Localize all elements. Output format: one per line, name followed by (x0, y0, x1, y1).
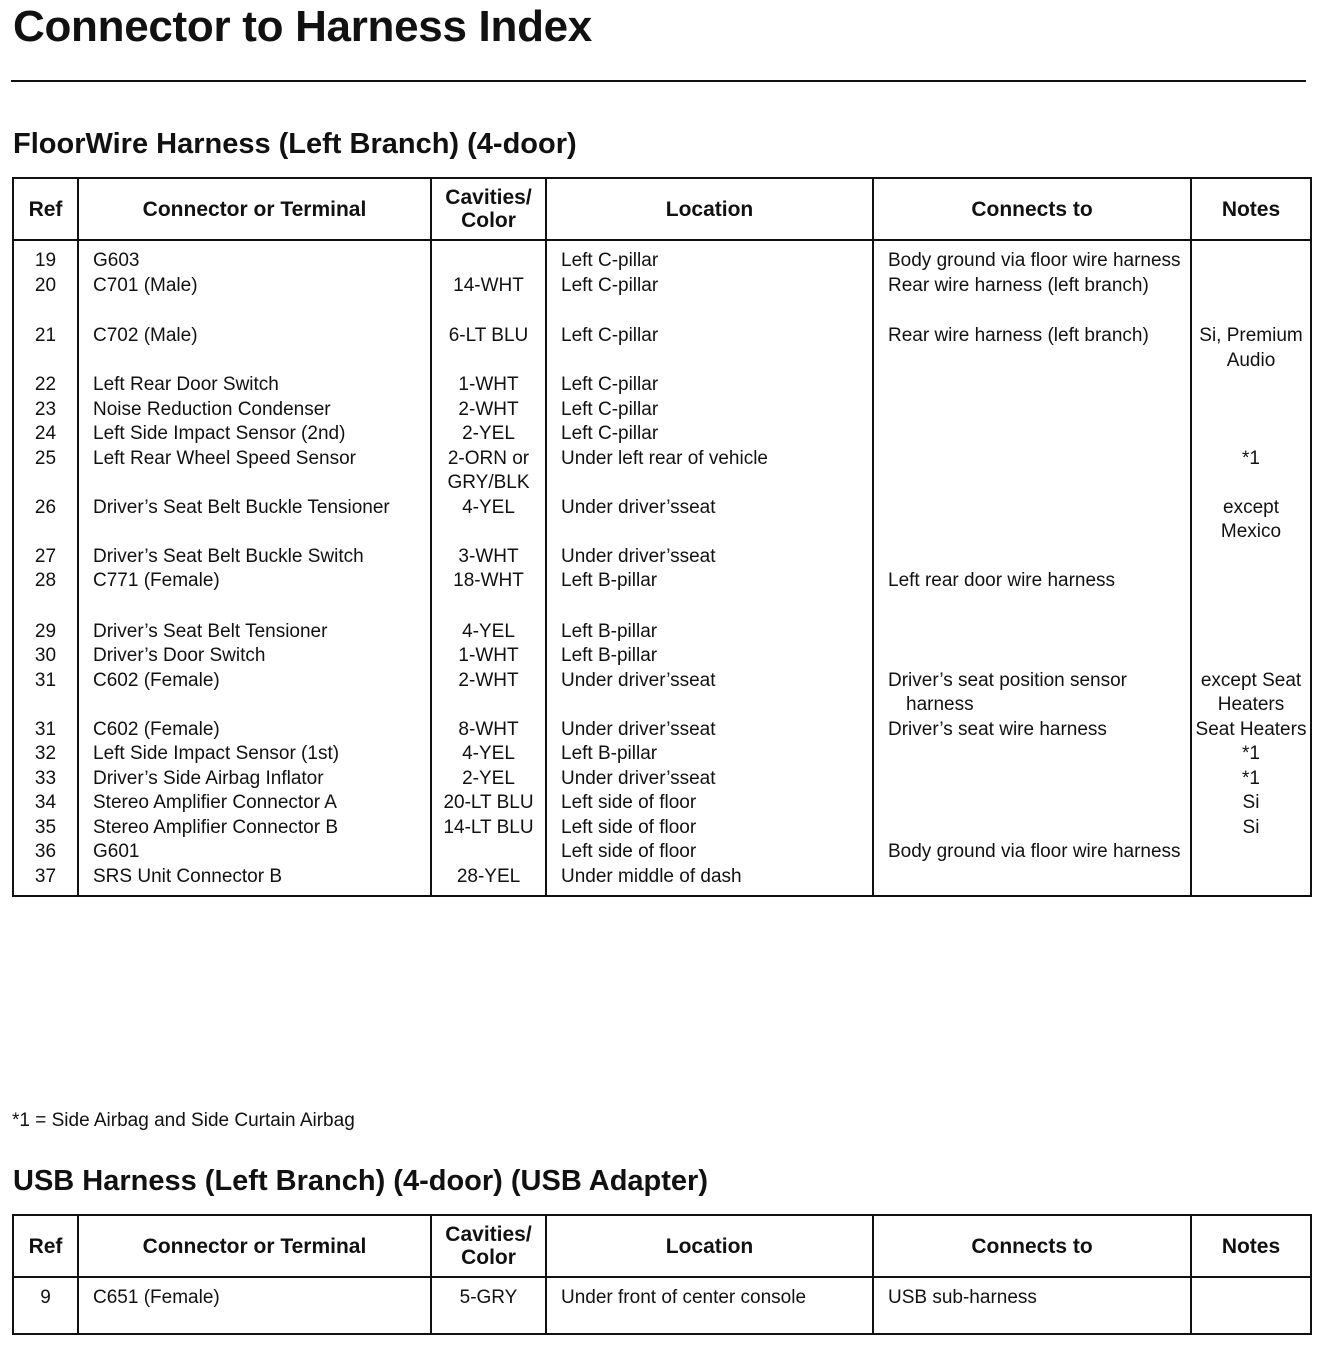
cell-cavities-text: 18-WHT (453, 570, 524, 591)
cell-connector-text: Driver’s Seat Belt Tensioner (93, 620, 328, 642)
cell-ref-text: 9 (40, 1287, 51, 1308)
cell-notes (1191, 422, 1311, 447)
cell-cavities-text: 20-LT BLU (443, 792, 534, 813)
usb-harness-table (12, 1214, 1312, 1335)
cell-connects-to (873, 718, 1191, 743)
header-ref: Ref (13, 178, 78, 240)
cell-ref (13, 718, 78, 743)
cell-connector (78, 1277, 431, 1334)
cell-cavities (431, 791, 546, 816)
cell-notes-text: *1 (1242, 767, 1260, 789)
cell-cavities (431, 569, 546, 620)
cell-connector-text: C701 (Male) (93, 274, 198, 296)
table-row (13, 240, 1311, 274)
cell-location-text: Left C-pillar (561, 250, 659, 271)
cell-location (546, 373, 873, 398)
cell-notes (1191, 816, 1311, 841)
cell-location-text: Under driver’sseat (561, 767, 716, 789)
cell-ref-text: 33 (34, 767, 57, 789)
cell-location-text: Left C-pillar (561, 274, 659, 296)
cell-connects-to (873, 422, 1191, 447)
cell-notes (1191, 1277, 1311, 1334)
cell-ref-text: 22 (34, 374, 57, 395)
cell-cavities (431, 496, 546, 545)
cell-cavities-text: 8-WHT (458, 718, 519, 740)
cell-location (546, 422, 873, 447)
cell-cavities-text: 1-WHT (458, 374, 519, 395)
cell-cavities (431, 274, 546, 325)
cell-cavities-text: 6-LT BLU (448, 325, 529, 346)
cell-connector-text: C702 (Male) (93, 325, 198, 346)
cell-connector-text: Noise Reduction Condenser (93, 398, 331, 420)
footnote: *1 = Side Airbag and Side Curtain Airbag (12, 1110, 355, 1131)
cell-location (546, 240, 873, 274)
header-location: Location (546, 1215, 873, 1277)
cell-location (546, 447, 873, 496)
cell-cavities (431, 240, 546, 274)
cell-connects-to (873, 447, 1191, 496)
cell-location (546, 865, 873, 897)
floor-wire-harness-table (12, 177, 1312, 897)
cell-notes (1191, 398, 1311, 423)
cell-cavities (431, 840, 546, 865)
table-row (13, 620, 1311, 645)
cell-cavities (431, 324, 546, 373)
cell-notes-text: Si (1242, 792, 1260, 813)
cell-location-text: Left side of floor (561, 841, 697, 862)
cell-ref-text: 31 (34, 669, 57, 691)
cell-notes-text: *1 (1242, 447, 1260, 469)
cell-location-text: Left C-pillar (561, 423, 659, 444)
table-row (13, 742, 1311, 767)
table-row (13, 545, 1311, 570)
title-divider (11, 80, 1306, 82)
cell-connector (78, 545, 431, 570)
cell-location (546, 791, 873, 816)
cell-ref-text: 26 (34, 496, 57, 518)
cell-notes (1191, 669, 1311, 718)
cell-ref (13, 816, 78, 841)
cell-cavities (431, 742, 546, 767)
cell-cavities-text: 28-YEL (456, 865, 521, 887)
cell-ref (13, 422, 78, 447)
cell-cavities (431, 620, 546, 645)
header-cavities: Cavities/ Color (431, 1215, 546, 1277)
cell-connector (78, 669, 431, 718)
cell-connects-to (873, 620, 1191, 645)
cell-location (546, 620, 873, 645)
cell-connects-to-text: Left rear door wire harness (888, 570, 1116, 591)
cell-cavities (431, 373, 546, 398)
cell-notes (1191, 840, 1311, 865)
cell-cavities-text: 2-YEL (462, 767, 515, 789)
table-row (13, 373, 1311, 398)
cell-ref-text: 34 (34, 792, 57, 813)
cell-notes (1191, 644, 1311, 669)
cell-location (546, 545, 873, 570)
cell-cavities (431, 718, 546, 743)
header-connector: Connector or Terminal (78, 1215, 431, 1277)
header-notes: Notes (1191, 1215, 1311, 1277)
cell-location-text: Left C-pillar (561, 374, 659, 395)
cell-connector (78, 767, 431, 792)
table-header-row (13, 1215, 1311, 1277)
cell-connector-text: Driver’s Side Airbag Inflator (93, 767, 324, 789)
cell-connector (78, 240, 431, 274)
cell-location-text: Left B-pillar (561, 645, 658, 666)
cell-cavities-text: 2-YEL (462, 423, 515, 444)
cell-ref (13, 644, 78, 669)
cell-location-text: Under driver’sseat (561, 718, 716, 740)
cell-cavities (431, 816, 546, 841)
cell-location-text: Under driver’sseat (561, 545, 716, 567)
table-row (13, 718, 1311, 743)
cell-location-text: Left B-pillar (561, 620, 658, 642)
cell-location (546, 1277, 873, 1334)
cell-connector-text: C602 (Female) (93, 718, 220, 740)
cell-cavities (431, 767, 546, 792)
cell-ref-text: 30 (34, 645, 57, 666)
cell-connects-to (873, 496, 1191, 545)
cell-location (546, 398, 873, 423)
cell-cavities (431, 1277, 546, 1334)
cell-location-text: Under left rear of vehicle (561, 447, 768, 469)
cell-cavities-text: 2-ORN or GRY/BLK (447, 447, 530, 493)
cell-connector-text: Left Rear Wheel Speed Sensor (93, 447, 356, 469)
cell-connector (78, 447, 431, 496)
cell-ref (13, 742, 78, 767)
cell-connector (78, 324, 431, 373)
cell-location-text: Under front of center console (561, 1287, 807, 1308)
table-row (13, 324, 1311, 373)
cell-connector (78, 644, 431, 669)
cell-cavities-text: 5-GRY (459, 1287, 518, 1308)
table-row (13, 767, 1311, 792)
cell-notes (1191, 791, 1311, 816)
cell-notes (1191, 767, 1311, 792)
cell-connects-to (873, 545, 1191, 570)
table-row (13, 669, 1311, 718)
header-location: Location (546, 178, 873, 240)
cell-connects-to (873, 240, 1191, 274)
cell-cavities (431, 545, 546, 570)
cell-ref (13, 373, 78, 398)
usb-table-body (13, 1277, 1311, 1334)
cell-connects-to (873, 644, 1191, 669)
cell-connects-to (873, 274, 1191, 325)
cell-ref-text: 28 (34, 570, 57, 591)
cell-connects-to (873, 569, 1191, 620)
cell-notes (1191, 620, 1311, 645)
cell-ref-text: 20 (34, 274, 57, 296)
cell-cavities-text: 14-LT BLU (443, 816, 534, 838)
cell-cavities (431, 865, 546, 897)
cell-connects-to (873, 816, 1191, 841)
cell-connects-to (873, 767, 1191, 792)
cell-connects-to-text: Driver’s seat wire harness (888, 718, 1107, 740)
cell-notes (1191, 447, 1311, 496)
cell-connector (78, 620, 431, 645)
cell-ref (13, 669, 78, 718)
cell-location (546, 816, 873, 841)
cell-ref-text: 19 (34, 250, 57, 271)
cell-connector (78, 422, 431, 447)
cell-ref (13, 865, 78, 897)
cell-ref-text: 27 (34, 545, 57, 567)
cell-connector-text: Stereo Amplifier Connector B (93, 816, 339, 838)
cell-ref (13, 1277, 78, 1334)
cell-connects-to (873, 324, 1191, 373)
cell-ref (13, 569, 78, 620)
cell-location (546, 274, 873, 325)
cell-notes (1191, 742, 1311, 767)
cell-ref (13, 791, 78, 816)
cell-ref (13, 767, 78, 792)
cell-location-text: Left C-pillar (561, 325, 659, 346)
cell-notes (1191, 545, 1311, 570)
cell-location (546, 718, 873, 743)
cell-notes-text: except Seat Heaters (1200, 669, 1302, 715)
table-row (13, 791, 1311, 816)
cell-location-text: Under driver’sseat (561, 496, 716, 518)
table-row (13, 398, 1311, 423)
header-connector: Connector or Terminal (78, 178, 431, 240)
cell-ref-text: 36 (34, 841, 57, 862)
cell-connects-to (873, 398, 1191, 423)
cell-ref-text: 23 (34, 398, 57, 420)
table-row (13, 1277, 1311, 1334)
header-cavities: Cavities/ Color (431, 178, 546, 240)
cell-ref (13, 545, 78, 570)
header-connects-to: Connects to (873, 178, 1191, 240)
cell-ref-text: 31 (34, 718, 57, 740)
floor-wire-table-body (13, 240, 1311, 896)
cell-cavities-text: 3-WHT (458, 545, 519, 567)
cell-location-text: Left B-pillar (561, 570, 658, 591)
cell-connects-to (873, 865, 1191, 897)
cell-location-text: Left B-pillar (561, 743, 658, 764)
cell-connector-text: G603 (93, 250, 140, 271)
cell-ref-text: 21 (34, 325, 57, 346)
cell-cavities-text: 14-WHT (453, 274, 524, 296)
cell-connector (78, 816, 431, 841)
cell-connector-text: C771 (Female) (93, 570, 220, 591)
cell-ref (13, 840, 78, 865)
cell-notes (1191, 373, 1311, 398)
cell-location (546, 644, 873, 669)
cell-connector (78, 569, 431, 620)
cell-connects-to (873, 840, 1191, 865)
cell-connects-to-text: Driver’s seat position sensor harness (888, 669, 1128, 715)
cell-connects-to (873, 373, 1191, 398)
cell-connector-text: G601 (93, 841, 140, 862)
cell-cavities-text: 2-WHT (458, 398, 519, 420)
cell-connector-text: SRS Unit Connector B (93, 865, 283, 887)
cell-cavities (431, 644, 546, 669)
cell-ref (13, 398, 78, 423)
cell-connector-text: Driver’s Door Switch (93, 645, 266, 666)
table-row (13, 644, 1311, 669)
cell-connects-to-text: Body ground via floor wire harness (888, 250, 1181, 271)
cell-ref-text: 35 (34, 816, 57, 838)
cell-cavities (431, 447, 546, 496)
cell-ref-text: 25 (34, 447, 57, 469)
cell-notes-text: Si (1242, 816, 1260, 838)
cell-connector-text: Left Side Impact Sensor (1st) (93, 743, 340, 764)
cell-connector-text: Stereo Amplifier Connector A (93, 792, 337, 813)
table-row (13, 496, 1311, 545)
cell-cavities-text: 4-YEL (462, 496, 515, 518)
cell-connects-to (873, 1277, 1191, 1334)
cell-connects-to (873, 791, 1191, 816)
cell-cavities (431, 422, 546, 447)
cell-location (546, 669, 873, 718)
cell-connector (78, 718, 431, 743)
cell-ref-text: 24 (34, 423, 57, 444)
cell-ref (13, 324, 78, 373)
cell-location (546, 840, 873, 865)
cell-connector (78, 274, 431, 325)
cell-location (546, 569, 873, 620)
cell-location (546, 496, 873, 545)
cell-notes-text: Seat Heaters (1195, 718, 1307, 740)
section-title-floor-wire: FloorWire Harness (Left Branch) (4-door) (13, 128, 577, 160)
table-row (13, 816, 1311, 841)
table-row (13, 422, 1311, 447)
header-connects-to: Connects to (873, 1215, 1191, 1277)
cell-notes (1191, 496, 1311, 545)
cell-location (546, 767, 873, 792)
cell-location (546, 742, 873, 767)
cell-notes (1191, 718, 1311, 743)
cell-connects-to-text: Body ground via floor wire harness (888, 841, 1181, 862)
table-row (13, 840, 1311, 865)
cell-notes (1191, 274, 1311, 325)
cell-ref (13, 274, 78, 325)
cell-connector-text: C651 (Female) (93, 1287, 220, 1308)
cell-connector-text: Left Side Impact Sensor (2nd) (93, 423, 346, 444)
table-row (13, 274, 1311, 325)
cell-connector (78, 840, 431, 865)
cell-connector-text: Driver’s Seat Belt Buckle Tensioner (93, 496, 390, 518)
cell-notes-text: Si, Premium Audio (1199, 325, 1303, 371)
cell-ref (13, 620, 78, 645)
cell-cavities-text: 2-WHT (458, 669, 519, 691)
header-ref: Ref (13, 1215, 78, 1277)
table-header-row (13, 178, 1311, 240)
cell-ref-text: 32 (34, 743, 57, 764)
cell-connector (78, 398, 431, 423)
section-title-usb: USB Harness (Left Branch) (4-door) (USB Adapter) (13, 1165, 708, 1197)
cell-notes-text: except Mexico (1220, 496, 1282, 542)
cell-connects-to-text: Rear wire harness (left branch) (888, 325, 1149, 346)
cell-cavities-text: 1-WHT (458, 645, 519, 666)
cell-location-text: Left side of floor (561, 792, 697, 813)
cell-ref-text: 37 (34, 865, 57, 887)
cell-location-text: Under middle of dash (561, 865, 742, 887)
cell-cavities (431, 398, 546, 423)
table-row (13, 447, 1311, 496)
cell-cavities-text: 4-YEL (462, 620, 515, 642)
page-title: Connector to Harness Index (13, 2, 592, 51)
cell-notes (1191, 240, 1311, 274)
cell-ref (13, 447, 78, 496)
cell-notes (1191, 865, 1311, 897)
cell-location-text: Left C-pillar (561, 398, 659, 420)
cell-connector-text: Driver’s Seat Belt Buckle Switch (93, 545, 364, 567)
table-row (13, 569, 1311, 620)
cell-connector (78, 373, 431, 398)
cell-cavities (431, 669, 546, 718)
cell-connector-text: C602 (Female) (93, 669, 220, 691)
table-row (13, 865, 1311, 897)
cell-location-text: Under driver’sseat (561, 669, 716, 691)
cell-ref (13, 240, 78, 274)
cell-cavities-text: 4-YEL (462, 743, 515, 764)
cell-connector (78, 865, 431, 897)
cell-location (546, 324, 873, 373)
cell-location-text: Left side of floor (561, 816, 697, 838)
cell-ref-text: 29 (34, 620, 57, 642)
cell-connects-to (873, 669, 1191, 718)
cell-notes (1191, 569, 1311, 620)
cell-connects-to-text: Rear wire harness (left branch) (888, 274, 1149, 296)
header-notes: Notes (1191, 178, 1311, 240)
cell-ref (13, 496, 78, 545)
cell-notes-text: *1 (1242, 743, 1260, 764)
cell-connector (78, 791, 431, 816)
cell-notes (1191, 324, 1311, 373)
cell-connector (78, 496, 431, 545)
cell-connects-to-text: USB sub-harness (888, 1287, 1037, 1308)
cell-connector (78, 742, 431, 767)
cell-connects-to (873, 742, 1191, 767)
cell-connector-text: Left Rear Door Switch (93, 374, 279, 395)
